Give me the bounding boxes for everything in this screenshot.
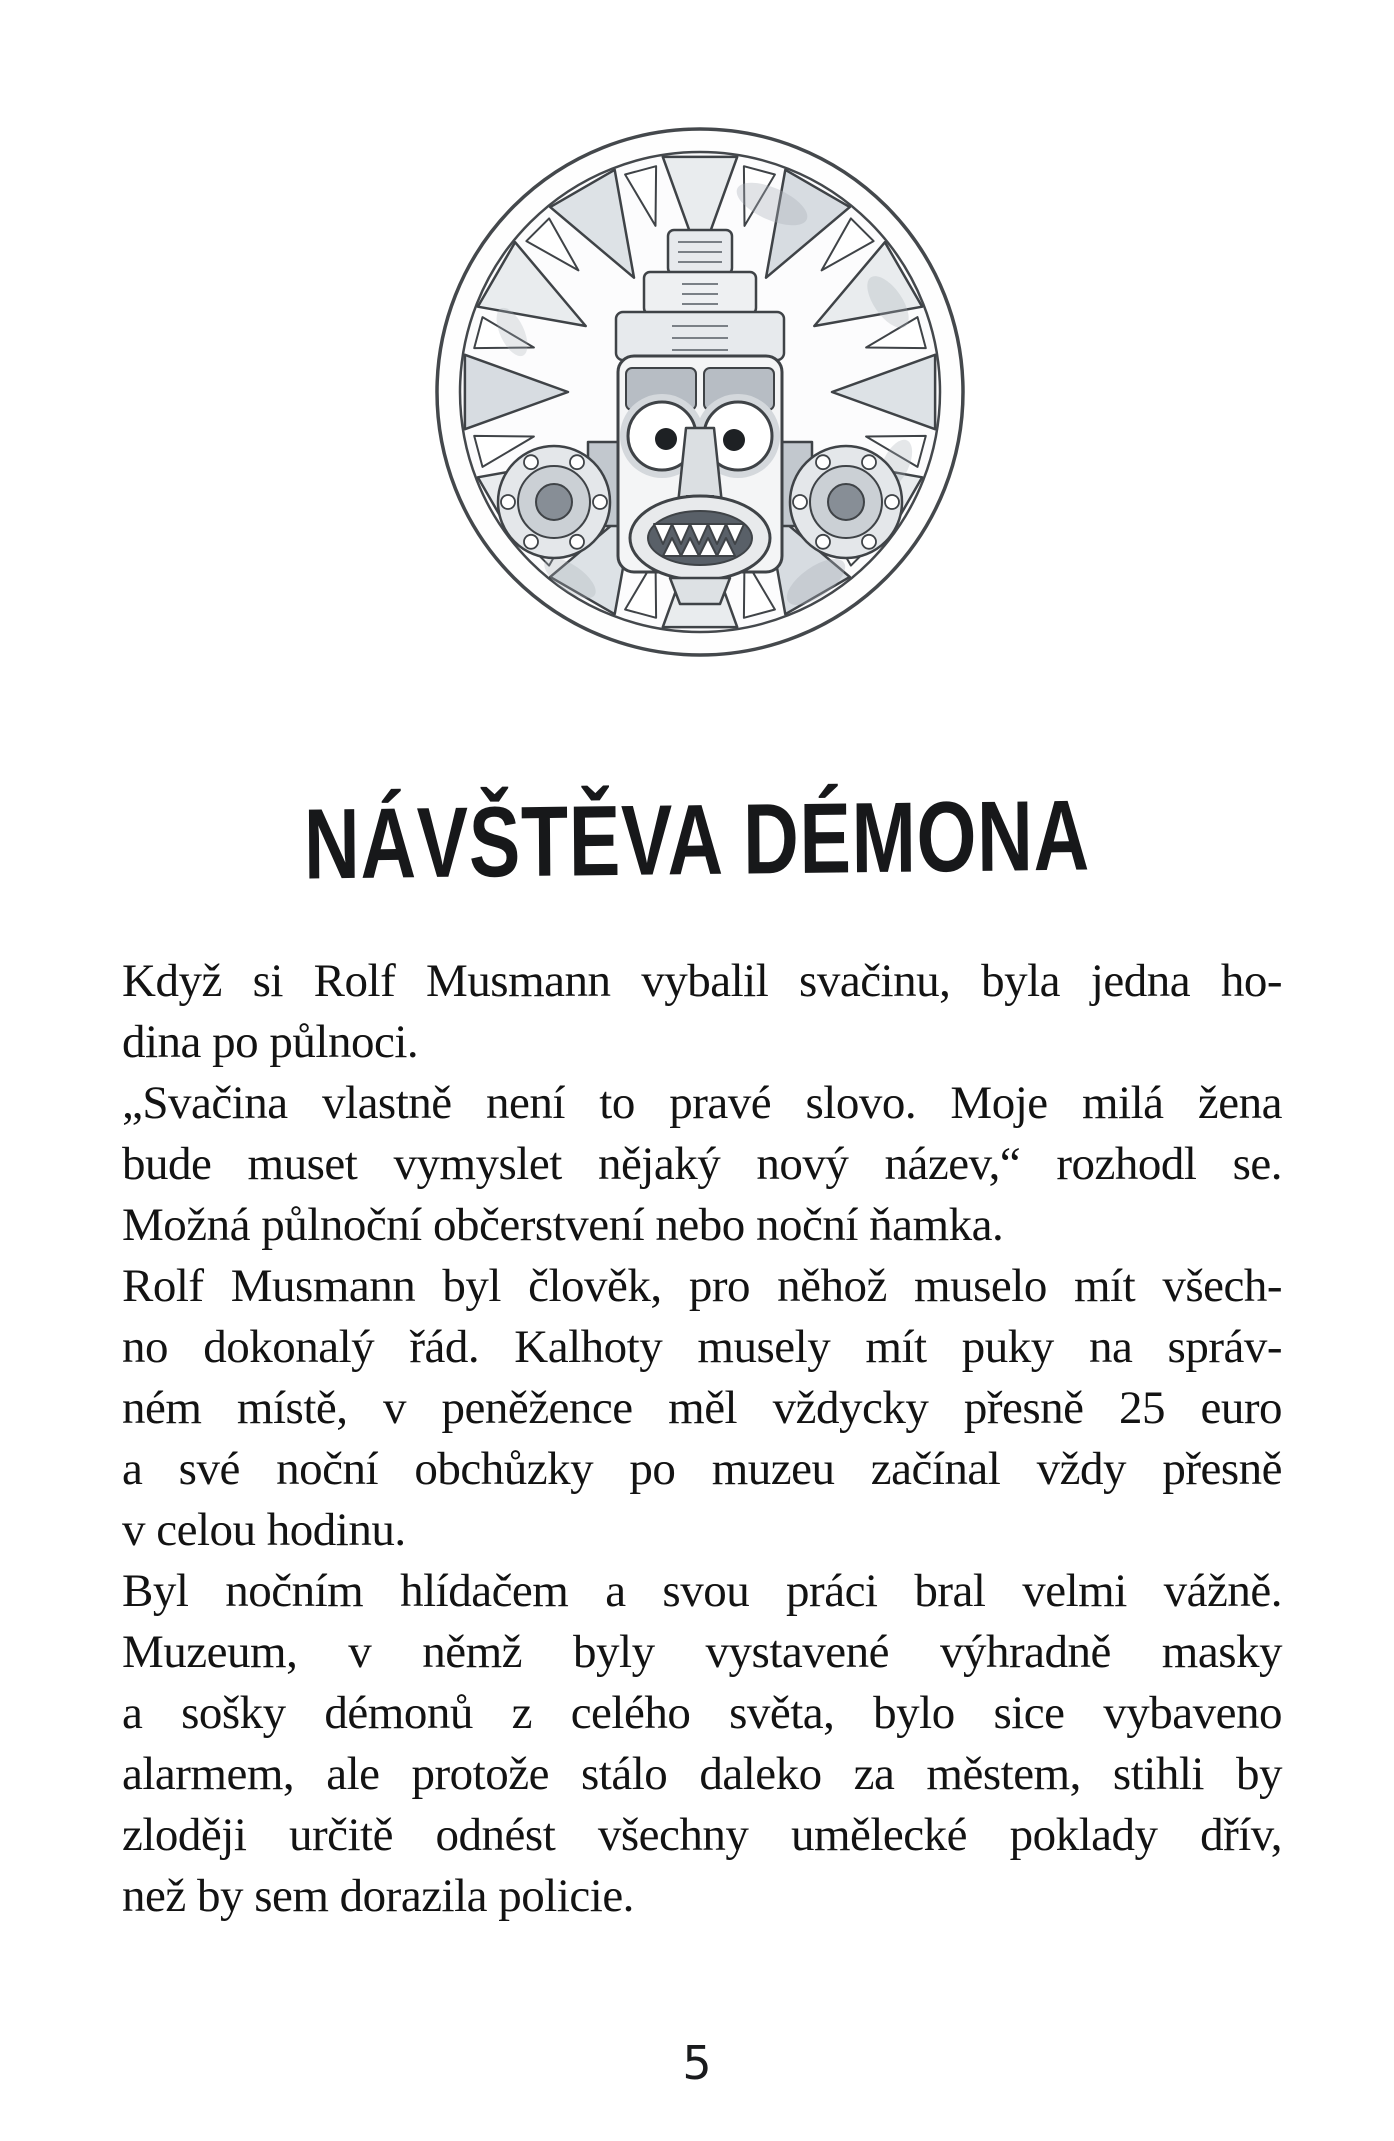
body-line: zloději určitě odnést všechny umělecké poklady dřív,: [122, 1809, 1282, 1861]
body-line: Rolf Musmann byl člověk, pro něhož muselo mít všech-: [122, 1260, 1282, 1312]
body-line: alarmem, ale protože stálo daleko za městem, stihli by: [122, 1748, 1282, 1800]
body-text: [122, 951, 1282, 1927]
body-line: než by sem dorazila policie.: [122, 1870, 634, 1922]
body-line: a sošky démonů z celého světa, bylo sice vybaveno: [122, 1687, 1282, 1739]
demon-mask-illustration: [420, 112, 980, 672]
body-line: Možná půlnoční občerstvení nebo noční ňamka.: [122, 1199, 1004, 1251]
body-line: Byl nočním hlídačem a svou práci bral velmi vážně.: [122, 1565, 1282, 1617]
body-line: ném místě, v peněžence měl vždycky přesně 25 euro: [122, 1382, 1282, 1434]
body-line: dina po půlnoci.: [122, 1016, 419, 1068]
body-line: bude muset vymyslet nějaký nový název,“ rozhodl se.: [122, 1138, 1282, 1190]
body-line: Muzeum, v němž byly vystavené výhradně masky: [122, 1626, 1282, 1678]
body-line: v celou hodinu.: [122, 1504, 406, 1556]
body-line: a své noční obchůzky po muzeu začínal vždy přesně: [122, 1443, 1282, 1495]
body-line: „Svačina vlastně není to pravé slovo. Moje milá žena: [122, 1077, 1282, 1129]
demon-mask-svg: [420, 112, 980, 672]
page-number: 5: [682, 2036, 712, 2090]
body-line: no dokonalý řád. Kalhoty musely mít puky na správ-: [122, 1321, 1282, 1373]
chapter-title: NÁVŠTĚVA DÉMONA: [303, 779, 1091, 901]
body-line: Když si Rolf Musmann vybalil svačinu, byla jedna ho-: [122, 955, 1282, 1007]
mask-face: [618, 356, 782, 604]
